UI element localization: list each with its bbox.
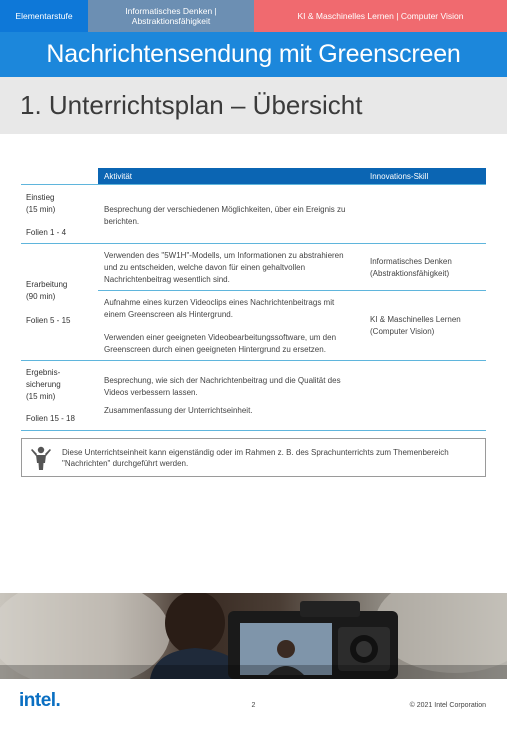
note-box [21, 438, 486, 477]
skill-ai-ml [370, 314, 461, 338]
tag-bar [0, 0, 507, 32]
header-skill: Innovations-Skill [370, 172, 429, 181]
phase-ergebnissicherung [26, 367, 61, 403]
phase-label: Ergebnis- [26, 368, 61, 377]
phase-label: Erarbeitung [26, 280, 68, 289]
phase-einstieg [26, 192, 55, 216]
note-text: Diese Unterrichtseinheit kann eigenständig oder im Rahmen z. B. des Sprachunterrichts zum Themenbereich "Nachrichten" durchgeführt werden. [62, 448, 449, 468]
phase-duration: (15 min) [26, 205, 56, 214]
activity-text: Verwenden einer geeigneten Videobearbeitungssoftware, um den Greenscreen durch einen geeigneten Hintergrund zu ersetzen. [104, 333, 337, 354]
section-title: 1. Unterrichtsplan – Übersicht [20, 90, 363, 120]
teacher-icon [30, 445, 52, 471]
row-subdivider [98, 290, 486, 291]
camera-recording-photo [0, 593, 507, 679]
section-header [0, 77, 507, 134]
skill-tag-line2: Abstraktionsfähigkeit [131, 16, 211, 26]
activity-text: Verwenden des "5W1H"-Modells, um Informationen zu abstrahieren und zu entscheiden, welche davon für einen gehaltvollen Nachrichtenbeitrag wesentlich sind. [104, 251, 344, 284]
phase-label-cont: sicherung [26, 380, 61, 389]
phase-slides: Folien 5 - 15 [26, 316, 71, 325]
topic-tag-label: KI & Maschinelles Lernen | Computer Vision [297, 11, 464, 21]
skill-tag-line1: Informatisches Denken | [125, 6, 217, 16]
copyright: © 2021 Intel Corporation [409, 702, 486, 709]
row-divider [21, 243, 486, 244]
header-activity: Aktivität [104, 172, 133, 181]
activity-text: Besprechung der verschiedenen Möglichkeiten, über ein Ereignis zu berichten. [104, 205, 346, 226]
phase-duration: (90 min) [26, 292, 56, 301]
activity-text: Besprechung, wie sich der Nachrichtenbeitrag und die Qualität des Videos verbessern lassen. [104, 376, 341, 397]
activity-text: Aufnahme eines kurzen Videoclips eines Nachrichtenbeitrags mit einem Greenscreen als Hintergrund. [104, 298, 335, 319]
level-tag [0, 0, 88, 32]
row-divider [21, 184, 486, 185]
table-header [98, 168, 486, 184]
phase-label: Einstieg [26, 193, 55, 202]
skill-computational-thinking [370, 256, 452, 280]
skill-label: KI & Maschinelles Lernen [370, 315, 461, 324]
skill-label: Informatisches Denken [370, 257, 452, 266]
level-tag-label: Elementarstufe [15, 11, 73, 21]
phase-slides: Folien 1 - 4 [26, 228, 67, 237]
footer [0, 679, 507, 732]
row-divider [21, 360, 486, 361]
title-bar [0, 32, 507, 77]
phase-erarbeitung [26, 279, 67, 303]
page-title: Nachrichtensendung mit Greenscreen [46, 40, 461, 68]
page-number: 2 [251, 702, 256, 709]
phase-slides: Folien 15 - 18 [26, 414, 75, 423]
activity-text: Zusammenfassung der Unterrichtseinheit. [104, 406, 253, 415]
row-divider [21, 430, 486, 431]
skill-sublabel: (Computer Vision) [370, 327, 435, 336]
phase-duration: (15 min) [26, 392, 56, 401]
photo-banner [0, 593, 507, 679]
skill-sublabel: (Abstraktionsfähigkeit) [370, 269, 450, 278]
topic-tag [254, 0, 507, 32]
skill-tag [88, 0, 254, 32]
intel-logo: intel. [19, 690, 61, 711]
